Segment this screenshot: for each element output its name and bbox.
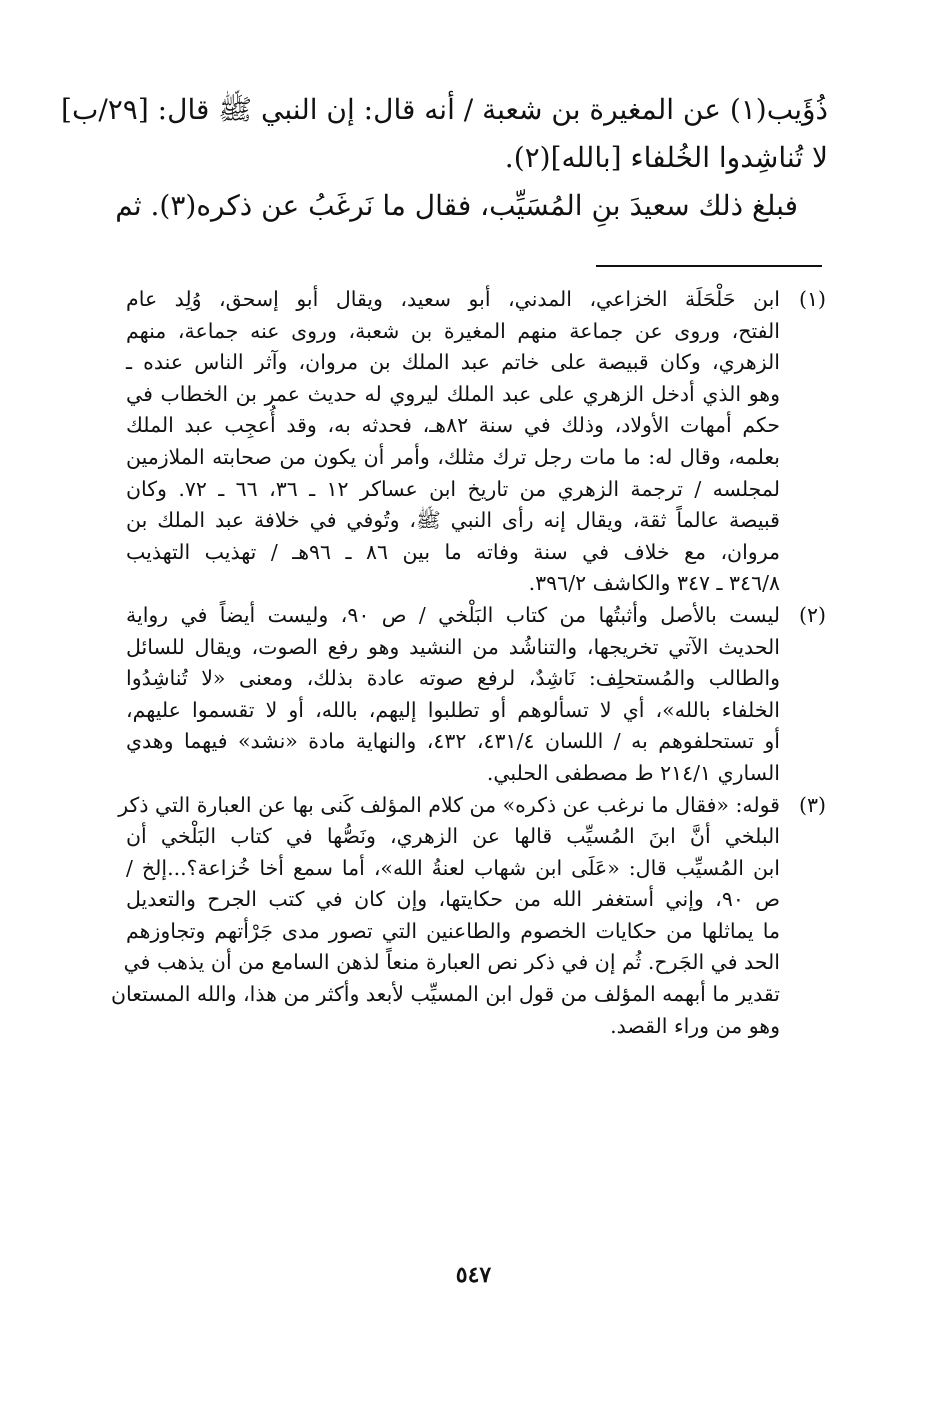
page-number: ٥٤٧	[455, 1262, 492, 1288]
main-text-line: ذُؤَيب(١) عن المغيرة بن شعبة / أنه قال: إن النبي ﷺ قال: [٢٩/ب]	[61, 93, 828, 126]
footnote-line: ابن المُسيِّب قال: «عَلَى ابن شهاب لعنةُ الله»، أما سمع أخا خُزاعة؟...إلخ /	[126, 855, 780, 880]
footnote-line: الساري ٢١٤/١ ط مصطفى الحلبي.	[486, 760, 780, 785]
footnote-number: (٢)	[798, 602, 826, 627]
footnote-line: قبيصة عالماً ثقة، ويقال إنه رأى النبي ﷺ، وتُوفي في خلافة عبد الملك بن	[126, 508, 780, 533]
footnote-line: ٣٤٦/٨ ـ ٣٤٧ والكاشف ٣٩٦/٢.	[528, 571, 780, 596]
footnote-line: حكم أمهات الأولاد، وذلك في سنة ٨٢هـ، فحدثه به، وقد أُعجِب عبد الملك	[126, 413, 781, 438]
footnote-line: الفتح، وروى عن جماعة منهم المغيرة بن شعبة، وروى عنه جماعة، منهم	[126, 318, 780, 343]
footnote-line: وهو الذي أدخل الزهري على عبد الملك ليروي له حديث عمر بن الخطاب في	[126, 381, 780, 406]
footnote-number: (٣)	[798, 792, 826, 817]
footnote-3	[110, 790, 826, 1043]
footnote-line: وهو من وراء القصد.	[610, 1013, 780, 1038]
footnote-line: أو تستحلفوهم به / اللسان ٤٣١/٤، ٤٣٢، والنهاية مادة «نشد» فيهما وهدي	[126, 729, 780, 754]
footnote-line: ليست بالأصل وأثبتُها من كتاب البَلْخي / ص ٩٠، وليست أيضاً في رواية	[126, 602, 780, 627]
footnote-line: ص ٩٠، وإني أستغفر الله من حكايتها، وإن كان في كتب الجرح والتعديل	[126, 887, 781, 912]
footnote-line: والطالب والمُستحلِف: نَاشِدٌ، لرفع صوته عادة بذلك، ومعنى «لا تُناشِدُوا	[126, 666, 780, 691]
footnote-1	[126, 284, 826, 600]
main-text-line: فبلغ ذلك سعيدَ بنِ المُسَيِّب، فقال ما نَرغَبُ عن ذكره(٣). ثم	[115, 189, 798, 222]
footnote-line: الحديث الآتي تخريجها، والتناشُد من النشيد وهو رفع الصوت، ويقال للسائل	[126, 634, 780, 659]
footnote-line: ابن حَلْحَلَة الخزاعي، المدني، أبو سعيد، ويقال أبو إسحق، وُلِد عام	[126, 287, 780, 311]
main-text	[61, 86, 828, 230]
footnote-line: الحد في الجَرح. ثُم إن في ذكر نص العبارة منعاً لذهن السامع من أن يذهب في	[123, 950, 780, 975]
footnote-line: الخلفاء بالله»، أي لا تسألوهم أو تطلبوا إليهم، بالله، أو لا تقسموا عليهم،	[126, 697, 780, 722]
footnote-number: (١)	[798, 287, 826, 311]
footnote-line: تقدير ما أبهمه المؤلف من قول ابن المسيِّب لأبعد وأكثر من هذا، والله المستعان	[110, 982, 780, 1007]
footnote-line: مروان، مع خلاف في سنة وفاته ما بين ٨٦ ـ ٩٦هـ / تهذيب التهذيب	[126, 539, 780, 564]
footnote-line: قوله: «فقال ما نرغب عن ذكره» من كلام المؤلف كَنى بها عن العبارة التي ذكر	[118, 792, 780, 817]
footnote-line: بعلمه، وقال له: ما مات رجل ترك مثلك، وأمر أن يكون من صحابته الملازمين	[126, 444, 780, 469]
footnote-2	[126, 600, 826, 790]
footnotes	[110, 284, 826, 1042]
footnote-separator	[596, 265, 822, 267]
main-text-line: لا تُناشِدوا الخُلفاء [بالله](٢).	[504, 141, 828, 174]
footnote-line: لمجلسه / ترجمة الزهري من تاريخ ابن عساكر ١٢ ـ ٣٦، ٦٦ ـ ٧٢. وكان	[126, 476, 780, 501]
footnote-line: الزهري، وكان قبيصة على خاتم عبد الملك بن مروان، وآثر الناس عنده ـ	[126, 350, 780, 375]
footnote-line: البلخي أنَّ ابنَ المُسيِّب قالها عن الزهري، ونَصُّها في كتاب البَلْخي أن	[126, 824, 780, 849]
footnote-line: ما يماثلها من حكايات الخصوم والطاعنين التي تصور مدى جَرْأتهم وتجاوزهم	[126, 918, 780, 943]
